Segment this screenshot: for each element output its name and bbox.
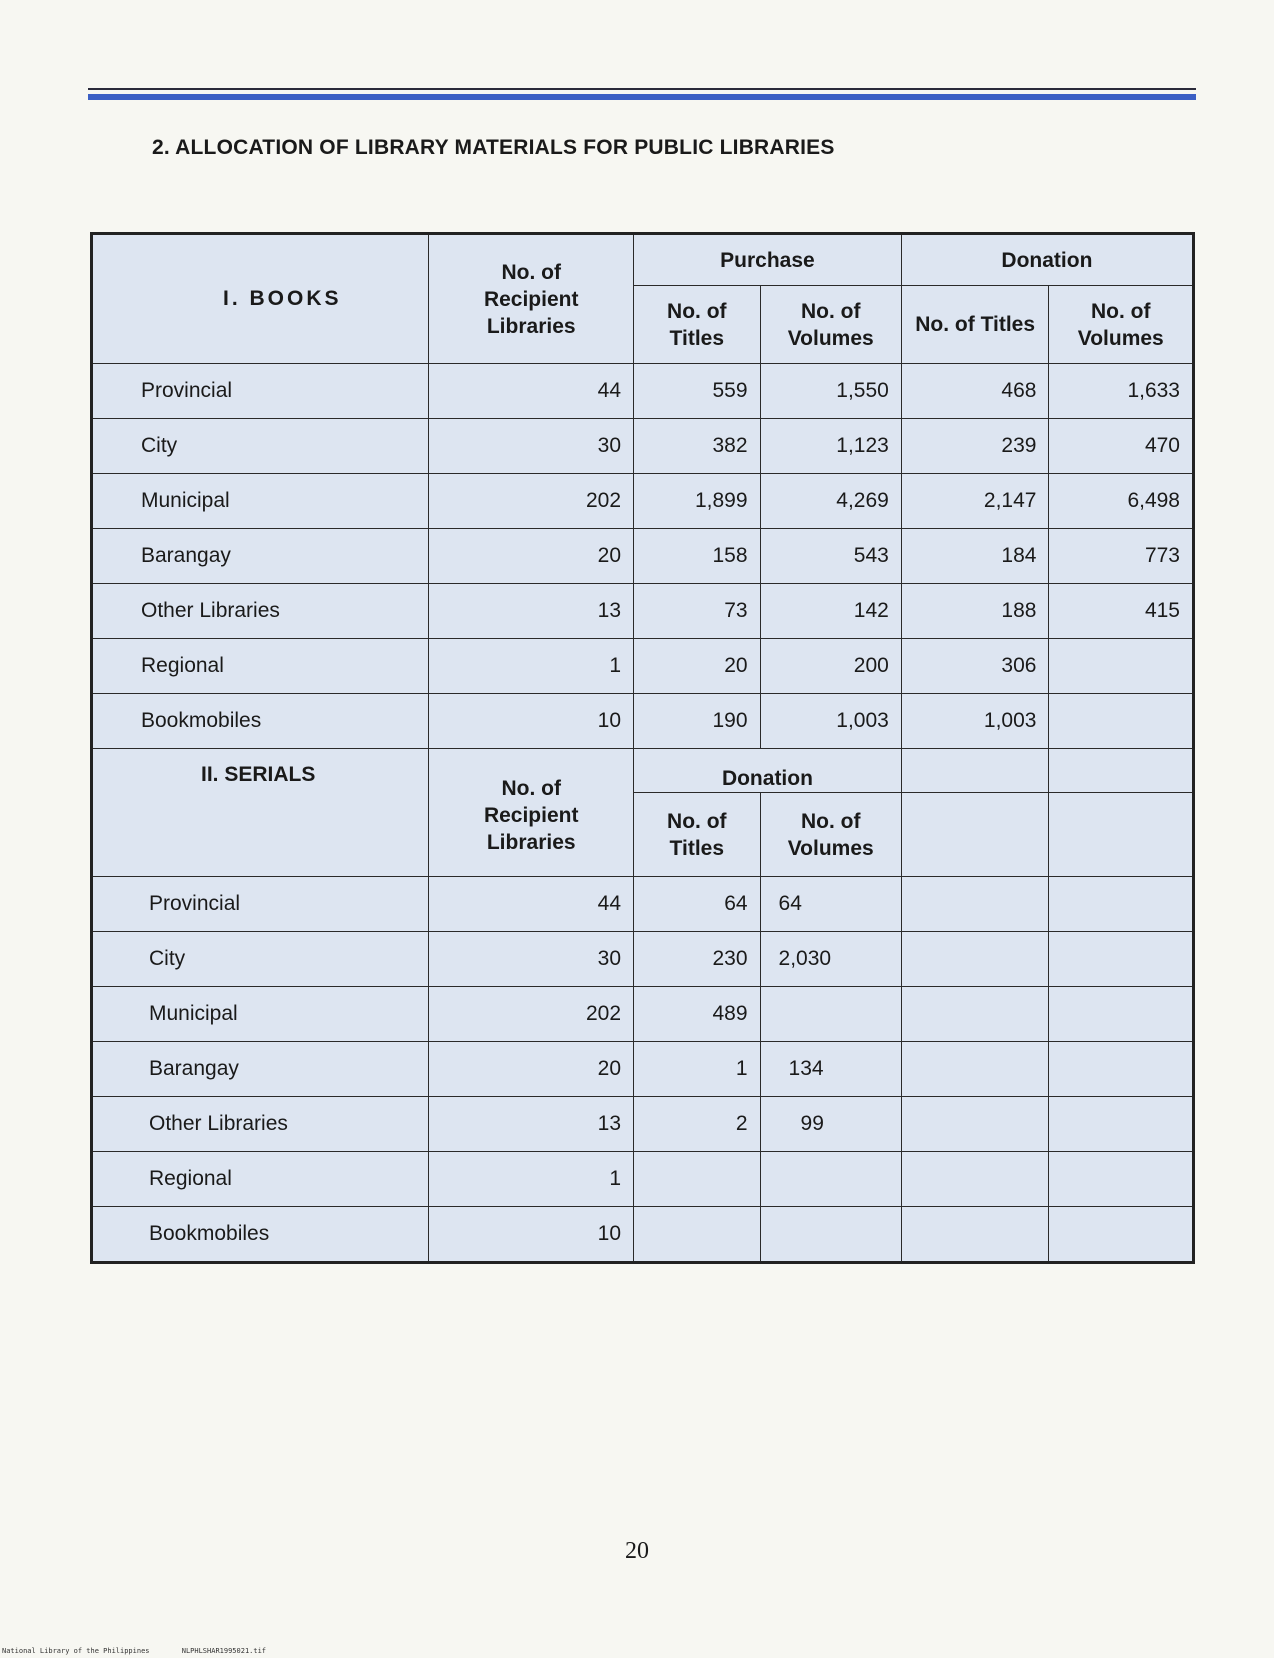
table-row <box>92 1207 1194 1263</box>
serials-recipient-header <box>429 749 634 877</box>
table-row <box>92 877 1194 932</box>
cell-volumes: 134 <box>760 1042 901 1097</box>
books-section <box>92 234 1194 749</box>
cell-volumes <box>760 1207 901 1263</box>
table-row <box>92 474 1194 529</box>
cell-purchase-volumes: 543 <box>760 529 901 584</box>
row-label: Barangay <box>92 1042 429 1097</box>
cell-recipients: 44 <box>429 364 634 419</box>
scan-footer <box>2 1647 294 1655</box>
cell-donation-volumes: 415 <box>1049 584 1194 639</box>
table-row <box>92 1152 1194 1207</box>
cell-titles <box>634 1152 761 1207</box>
table-row <box>92 987 1194 1042</box>
cell-purchase-volumes: 200 <box>760 639 901 694</box>
cell-recipients: 10 <box>429 694 634 749</box>
row-label: Barangay <box>92 529 429 584</box>
cell-recipients: 20 <box>429 1042 634 1097</box>
cell-recipients: 30 <box>429 932 634 987</box>
table-row <box>92 932 1194 987</box>
cell-donation-volumes <box>1049 694 1194 749</box>
cell-donation-volumes: 470 <box>1049 419 1194 474</box>
serials-section <box>92 749 1194 1263</box>
cell-volumes: 2,030 <box>760 932 901 987</box>
cell-purchase-titles: 73 <box>634 584 761 639</box>
cell-titles: 1 <box>634 1042 761 1097</box>
cell-purchase-titles: 559 <box>634 364 761 419</box>
empty-cell <box>1049 932 1194 987</box>
serials-volumes-header: No. of Volumes <box>760 793 901 877</box>
footer-file: NLPHLSHAR1995021.tif <box>181 1647 267 1655</box>
table-row <box>92 584 1194 639</box>
cell-purchase-volumes: 142 <box>760 584 901 639</box>
cell-purchase-titles: 20 <box>634 639 761 694</box>
table-row <box>92 529 1194 584</box>
footer-source: National Library of the Philippines <box>2 1647 150 1655</box>
cell-recipients: 44 <box>429 877 634 932</box>
empty-cell <box>901 1042 1049 1097</box>
row-label: Other Libraries <box>92 584 429 639</box>
books-donation-header: Donation <box>901 234 1193 286</box>
cell-recipients: 1 <box>429 639 634 694</box>
cell-titles: 489 <box>634 987 761 1042</box>
cell-titles: 230 <box>634 932 761 987</box>
table-row <box>92 639 1194 694</box>
cell-volumes <box>760 987 901 1042</box>
row-label: Provincial <box>92 364 429 419</box>
empty-cell <box>1049 749 1194 793</box>
books-purchase-header: Purchase <box>634 234 902 286</box>
row-label: Other Libraries <box>92 1097 429 1152</box>
empty-cell <box>1049 1042 1194 1097</box>
section-title: 2. ALLOCATION OF LIBRARY MATERIALS FOR PUBLIC LIBRARIES <box>152 136 835 159</box>
cell-donation-titles: 239 <box>901 419 1049 474</box>
cell-recipients: 13 <box>429 584 634 639</box>
cell-recipients: 20 <box>429 529 634 584</box>
books-recipient-header <box>429 234 634 364</box>
books-section-label: I. BOOKS <box>92 234 429 364</box>
books-donation-volumes-header: No. of Volumes <box>1049 286 1194 364</box>
table-row <box>92 1097 1194 1152</box>
cell-donation-volumes: 773 <box>1049 529 1194 584</box>
table-row <box>92 694 1194 749</box>
row-label: Regional <box>92 1152 429 1207</box>
allocation-table <box>90 232 1195 1264</box>
empty-cell <box>901 749 1049 793</box>
cell-purchase-volumes: 4,269 <box>760 474 901 529</box>
table-row <box>92 419 1194 474</box>
empty-cell <box>1049 1097 1194 1152</box>
empty-cell <box>1049 1152 1194 1207</box>
cell-purchase-volumes: 1,123 <box>760 419 901 474</box>
cell-recipients: 202 <box>429 474 634 529</box>
empty-cell <box>1049 877 1194 932</box>
empty-cell <box>901 793 1049 877</box>
empty-cell <box>1049 987 1194 1042</box>
books-purchase-titles-header: No. of Titles <box>634 286 761 364</box>
table-row <box>92 1042 1194 1097</box>
cell-donation-titles: 468 <box>901 364 1049 419</box>
empty-cell <box>1049 793 1194 877</box>
row-label: City <box>92 419 429 474</box>
row-label: Bookmobiles <box>92 1207 429 1263</box>
empty-cell <box>901 877 1049 932</box>
cell-volumes: 99 <box>760 1097 901 1152</box>
cell-donation-titles: 188 <box>901 584 1049 639</box>
serials-titles-header: No. of Titles <box>634 793 761 877</box>
cell-purchase-titles: 382 <box>634 419 761 474</box>
cell-recipients: 1 <box>429 1152 634 1207</box>
cell-purchase-volumes: 1,003 <box>760 694 901 749</box>
cell-recipients: 202 <box>429 987 634 1042</box>
row-label: City <box>92 932 429 987</box>
empty-cell <box>901 1207 1049 1263</box>
cell-volumes <box>760 1152 901 1207</box>
header-rule-thin <box>88 88 1196 90</box>
row-label: Regional <box>92 639 429 694</box>
cell-titles: 64 <box>634 877 761 932</box>
books-recipient-header-text: No. of Recipient Libraries <box>483 260 579 338</box>
row-label: Provincial <box>92 877 429 932</box>
cell-titles <box>634 1207 761 1263</box>
cell-donation-titles: 1,003 <box>901 694 1049 749</box>
page-number: 20 <box>625 1538 649 1564</box>
empty-cell <box>901 1097 1049 1152</box>
cell-donation-volumes: 6,498 <box>1049 474 1194 529</box>
books-purchase-volumes-header: No. of Volumes <box>760 286 901 364</box>
serials-recipient-header-text: No. of Recipient Libraries <box>483 777 579 854</box>
serials-section-label: II. SERIALS <box>92 749 429 877</box>
header-rule-blue <box>88 94 1196 100</box>
row-label: Municipal <box>92 987 429 1042</box>
row-label: Bookmobiles <box>92 694 429 749</box>
cell-volumes: 64 <box>760 877 901 932</box>
cell-donation-volumes <box>1049 639 1194 694</box>
cell-donation-volumes: 1,633 <box>1049 364 1194 419</box>
cell-recipients: 30 <box>429 419 634 474</box>
cell-purchase-volumes: 1,550 <box>760 364 901 419</box>
cell-purchase-titles: 158 <box>634 529 761 584</box>
cell-donation-titles: 306 <box>901 639 1049 694</box>
cell-titles: 2 <box>634 1097 761 1152</box>
books-donation-titles-header: No. of Titles <box>901 286 1049 364</box>
row-label: Municipal <box>92 474 429 529</box>
empty-cell <box>901 1152 1049 1207</box>
empty-cell <box>901 987 1049 1042</box>
cell-purchase-titles: 190 <box>634 694 761 749</box>
empty-cell <box>901 932 1049 987</box>
empty-cell <box>1049 1207 1194 1263</box>
cell-donation-titles: 2,147 <box>901 474 1049 529</box>
serials-donation-header: Donation <box>634 749 902 793</box>
cell-recipients: 13 <box>429 1097 634 1152</box>
cell-donation-titles: 184 <box>901 529 1049 584</box>
cell-purchase-titles: 1,899 <box>634 474 761 529</box>
cell-recipients: 10 <box>429 1207 634 1263</box>
table-row <box>92 364 1194 419</box>
